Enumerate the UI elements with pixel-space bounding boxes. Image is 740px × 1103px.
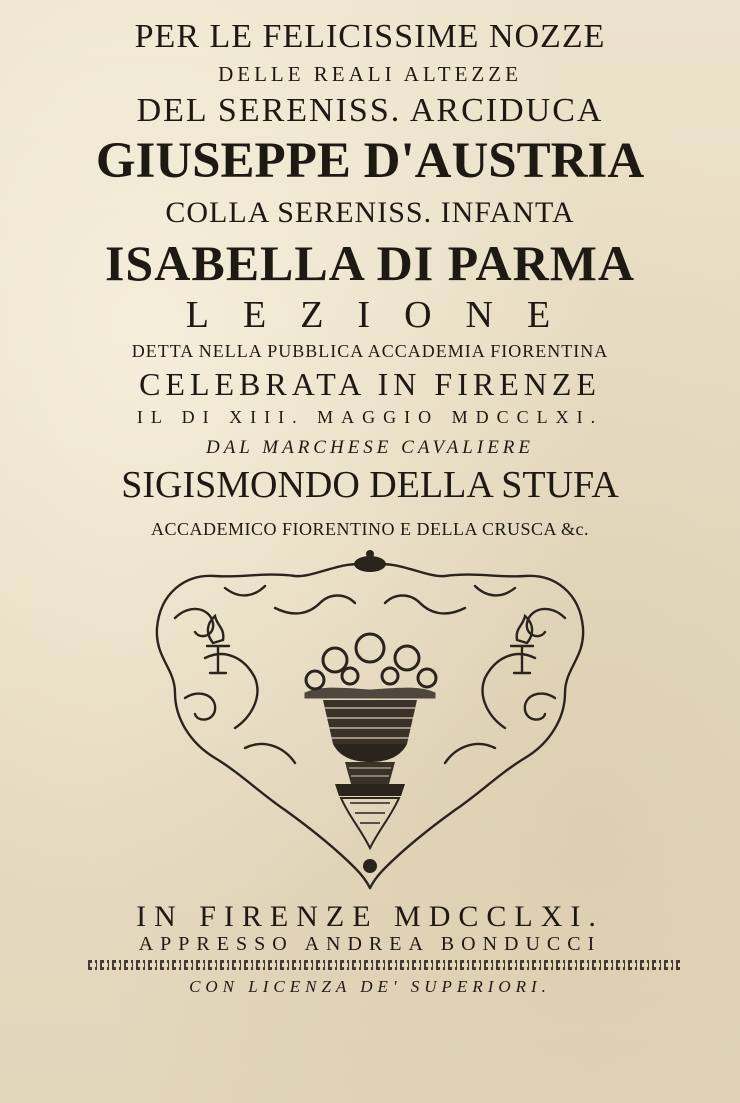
typographic-rule bbox=[88, 960, 680, 970]
author-affiliation: ACCADEMICO FIORENTINO E DELLA CRUSCA &c. bbox=[150, 519, 589, 539]
imprint-license: CON LICENZA DE' SUPERIORI. bbox=[189, 977, 551, 996]
date-line: IL DI XIII. MAGGIO MDCCLXI. bbox=[136, 407, 604, 427]
royal-highnesses-line: DELLE REALI ALTEZZE bbox=[218, 62, 522, 86]
work-type-heading: LEZIONE bbox=[185, 294, 585, 336]
author-title-line: DAL MARCHESE CAVALIERE bbox=[205, 437, 535, 458]
infanta-line: COLLA SERENISS. INFANTA bbox=[165, 196, 575, 229]
celebrated-line: CELEBRATA IN FIRENZE bbox=[139, 366, 601, 402]
academy-line: DETTA NELLA PUBBLICA ACCADEMIA FIORENTINA bbox=[131, 341, 609, 361]
bride-name: ISABELLA DI PARMA bbox=[104, 235, 636, 291]
engraved-flower-basket-ornament bbox=[145, 548, 595, 893]
imprint-printer: APPRESSO ANDREA BONDUCCI bbox=[138, 933, 602, 955]
archduke-line: DEL SERENISS. ARCIDUCA bbox=[136, 92, 604, 129]
imprint-place-date: IN FIRENZE MDCCLXI. bbox=[136, 900, 604, 933]
author-name: SIGISMONDO DELLA STUFA bbox=[121, 464, 619, 506]
dedication-line: PER LE FELICISSIME NOZZE bbox=[134, 18, 606, 55]
groom-name: GIUSEPPE D'AUSTRIA bbox=[95, 133, 645, 189]
